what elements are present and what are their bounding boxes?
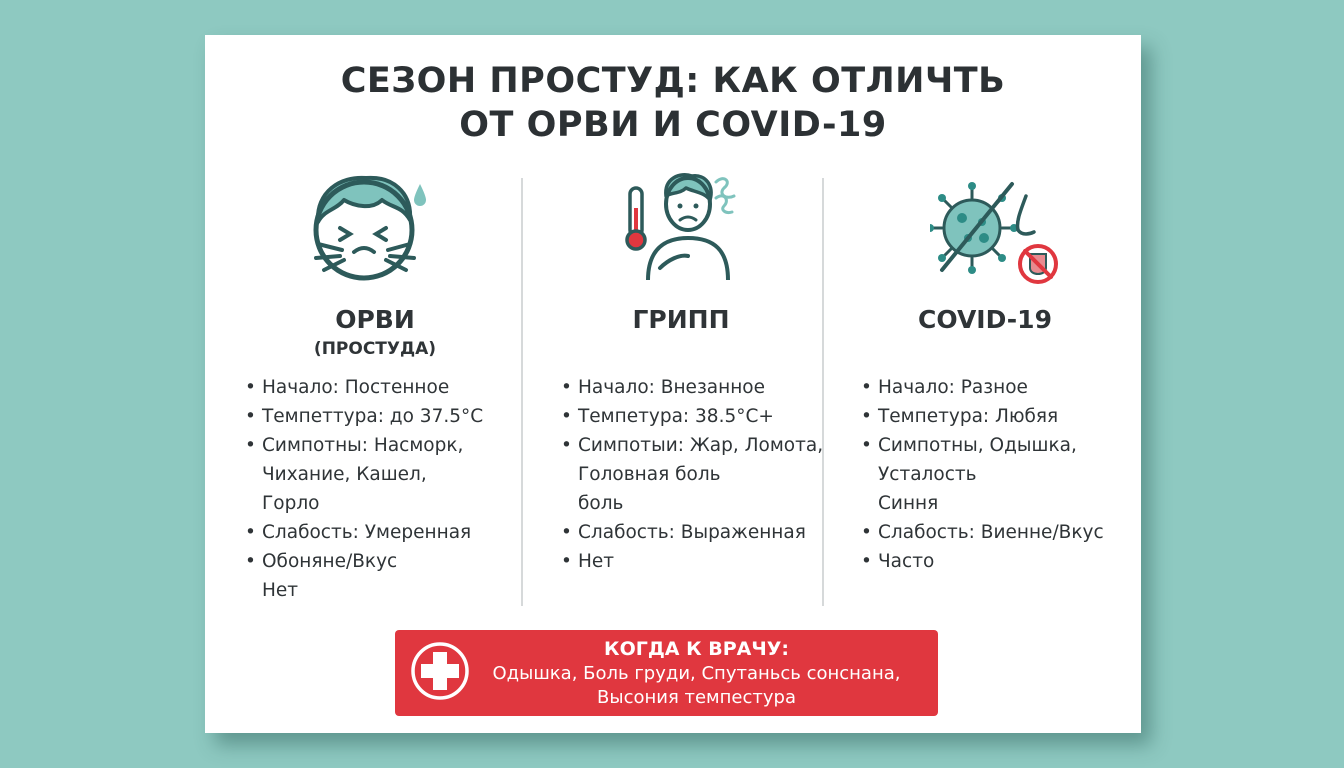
column-subtitle: (ПРОСТУДА) xyxy=(313,339,437,359)
fact-item-continuation: Головная боль xyxy=(578,464,721,485)
fact-item-continuation: боль xyxy=(578,493,624,514)
banner-line-2: Высония темпестура xyxy=(597,687,796,708)
when-to-see-doctor-banner xyxy=(395,630,938,716)
column-title: ГРИПП xyxy=(632,305,730,334)
fact-item: • Симпотны, Одышка, xyxy=(861,431,1104,460)
fact-item: • Начало: Внезанное xyxy=(561,373,823,402)
infographic-card xyxy=(205,35,1141,733)
fever-thermometer-person-icon xyxy=(620,168,740,286)
fact-item-continuation: Горло xyxy=(262,493,320,514)
facts-list xyxy=(245,373,483,605)
banner-text xyxy=(455,662,938,710)
fact-item: • Нет xyxy=(561,547,823,576)
banner-heading: КОГДА К ВРАЧУ: xyxy=(604,638,789,660)
fact-item: • Обоняне/Вкус xyxy=(245,547,483,576)
column-title: COVID-19 xyxy=(918,305,1052,334)
fact-item-continuation: Синня xyxy=(878,493,939,514)
title-line-2: ОТ ОРВИ И COVID-19 xyxy=(459,105,887,145)
sneezing-face-icon xyxy=(310,170,440,282)
fact-item: • Слабость: Умеренная xyxy=(245,518,483,547)
banner-line-1: Одышка, Боль груди, Спутаньсь сонснана, xyxy=(492,663,901,684)
fact-item: • Начало: Постенное xyxy=(245,373,483,402)
fact-item: • Темпетура: Любяя xyxy=(861,402,1104,431)
page-title xyxy=(205,59,1141,147)
column-divider xyxy=(521,178,523,606)
fact-item: • Темпеттура: до 37.5°C xyxy=(245,402,483,431)
column-title: ОРВИ xyxy=(335,305,415,334)
fact-item: • Начало: Разное xyxy=(861,373,1104,402)
fact-item: • Часто xyxy=(861,547,1104,576)
fact-item-continuation: Чихание, Кашел, xyxy=(262,464,427,485)
title-line-1: СЕЗОН ПРОСТУД: КАК ОТЛИЧТЬ xyxy=(340,61,1006,101)
fact-item: • Слабость: Выраженная xyxy=(561,518,823,547)
facts-list xyxy=(861,373,1104,576)
fact-item: • Симпотны: Насморк, xyxy=(245,431,483,460)
fact-item-continuation: Усталость xyxy=(878,464,977,485)
fact-item-continuation: Нет xyxy=(262,580,299,601)
fact-item: • Симпотыи: Жар, Ломота, xyxy=(561,431,823,460)
virus-loss-of-smell-taste-icon xyxy=(930,178,1060,290)
facts-list xyxy=(561,373,823,576)
fact-item: • Темпетура: 38.5°C+ xyxy=(561,402,823,431)
fact-item: • Слабость: Виенне/Вкус xyxy=(861,518,1104,547)
